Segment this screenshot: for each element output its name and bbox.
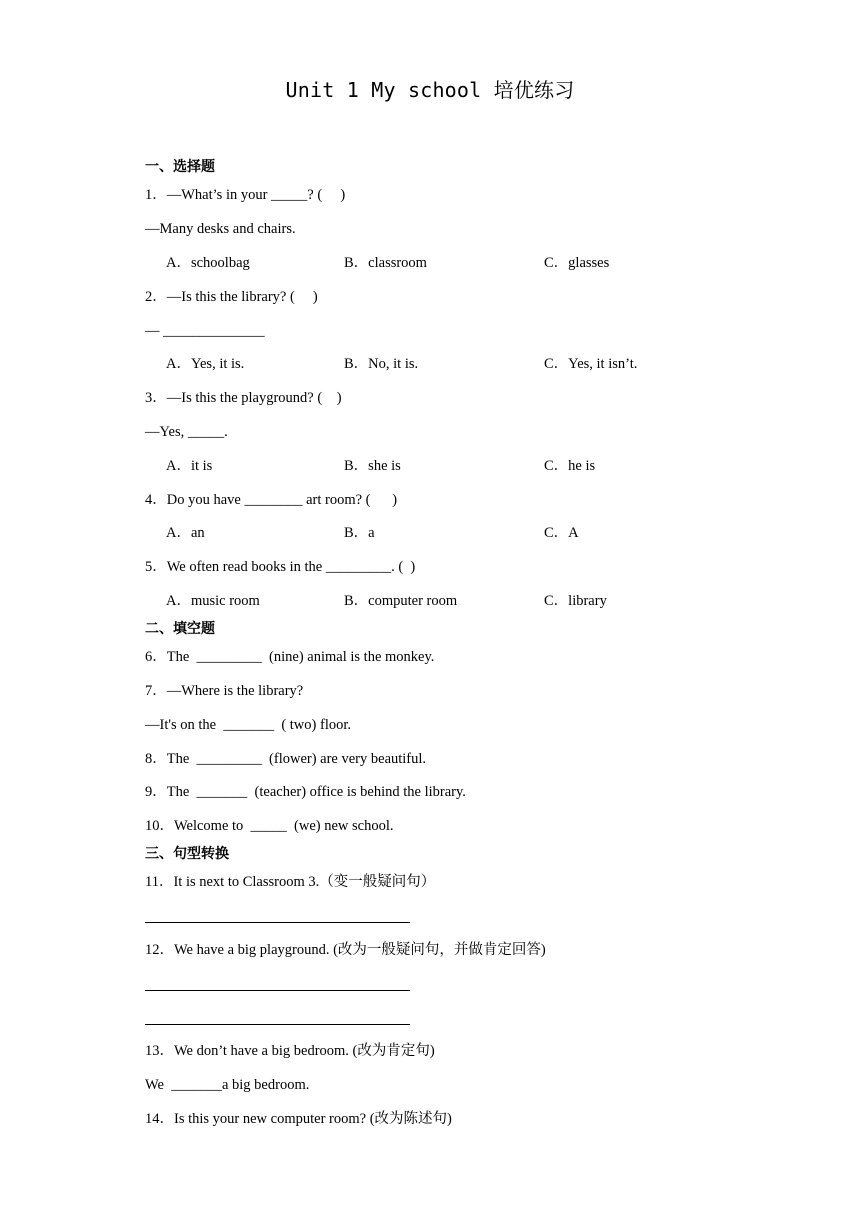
question-13: 13．We don’t have a big bedroom. (改为肯定句) (145, 1043, 435, 1059)
q4-option-c: C．A (544, 525, 579, 541)
answer-line (145, 1024, 410, 1025)
q2-option-b: B．No, it is. (344, 356, 419, 372)
q1-option-a: A．schoolbag (166, 255, 250, 271)
question-4: 4．Do you have ________ art room? ( ) (145, 492, 398, 508)
question-14: 14．Is this your new computer room? (改为陈述句) (145, 1111, 452, 1127)
question-6: 6．The _________ (nine) animal is the monkey. (145, 649, 435, 665)
question-1-response: —Many desks and chairs. (145, 221, 296, 237)
question-3-response: —Yes, _____. (145, 424, 228, 440)
question-5: 5．We often read books in the _________. ( ) (145, 559, 416, 575)
question-3: 3．—Is this the playground? ( ) (145, 390, 342, 406)
q4-option-b: B．a (344, 525, 375, 541)
answer-line (145, 922, 410, 923)
section-heading-transform: 三、句型转换 (145, 846, 229, 862)
page-title: Unit 1 My school 培优练习 (285, 78, 575, 102)
q5-option-c: C．library (544, 593, 607, 609)
question-9: 9．The _______ (teacher) office is behind the library. (145, 784, 466, 800)
section-heading-choice: 一、选择题 (145, 159, 215, 175)
q3-option-c: C．he is (544, 458, 596, 474)
q2-option-c: C．Yes, it isn’t. (544, 356, 638, 372)
question-2-response: — ______________ (145, 323, 265, 339)
q5-option-a: A．music room (166, 593, 260, 609)
q2-option-a: A．Yes, it is. (166, 356, 245, 372)
question-2: 2．—Is this the library? ( ) (145, 289, 318, 305)
q4-option-a: A．an (166, 525, 205, 541)
question-11: 11．It is next to Classroom 3.（变一般疑问句） (145, 874, 436, 890)
q3-option-b: B．she is (344, 458, 401, 474)
q5-option-b: B．computer room (344, 593, 458, 609)
answer-line (145, 990, 410, 991)
q1-option-b: B．classroom (344, 255, 427, 271)
question-1: 1．—What’s in your _____? ( ) (145, 187, 346, 203)
question-7-response: —It's on the _______ ( two) floor. (145, 717, 351, 733)
question-12: 12．We have a big playground. (改为一般疑问句，并做肯定回答) (145, 942, 546, 958)
q3-option-a: A．it is (166, 458, 213, 474)
q1-option-c: C．glasses (544, 255, 610, 271)
question-7: 7．—Where is the library? (145, 683, 304, 699)
question-8: 8．The _________ (flower) are very beautiful. (145, 751, 427, 767)
question-13-response: We _______a big bedroom. (145, 1077, 310, 1093)
question-10: 10．Welcome to _____ (we) new school. (145, 818, 394, 834)
section-heading-fill-blank: 二、填空题 (145, 621, 215, 637)
